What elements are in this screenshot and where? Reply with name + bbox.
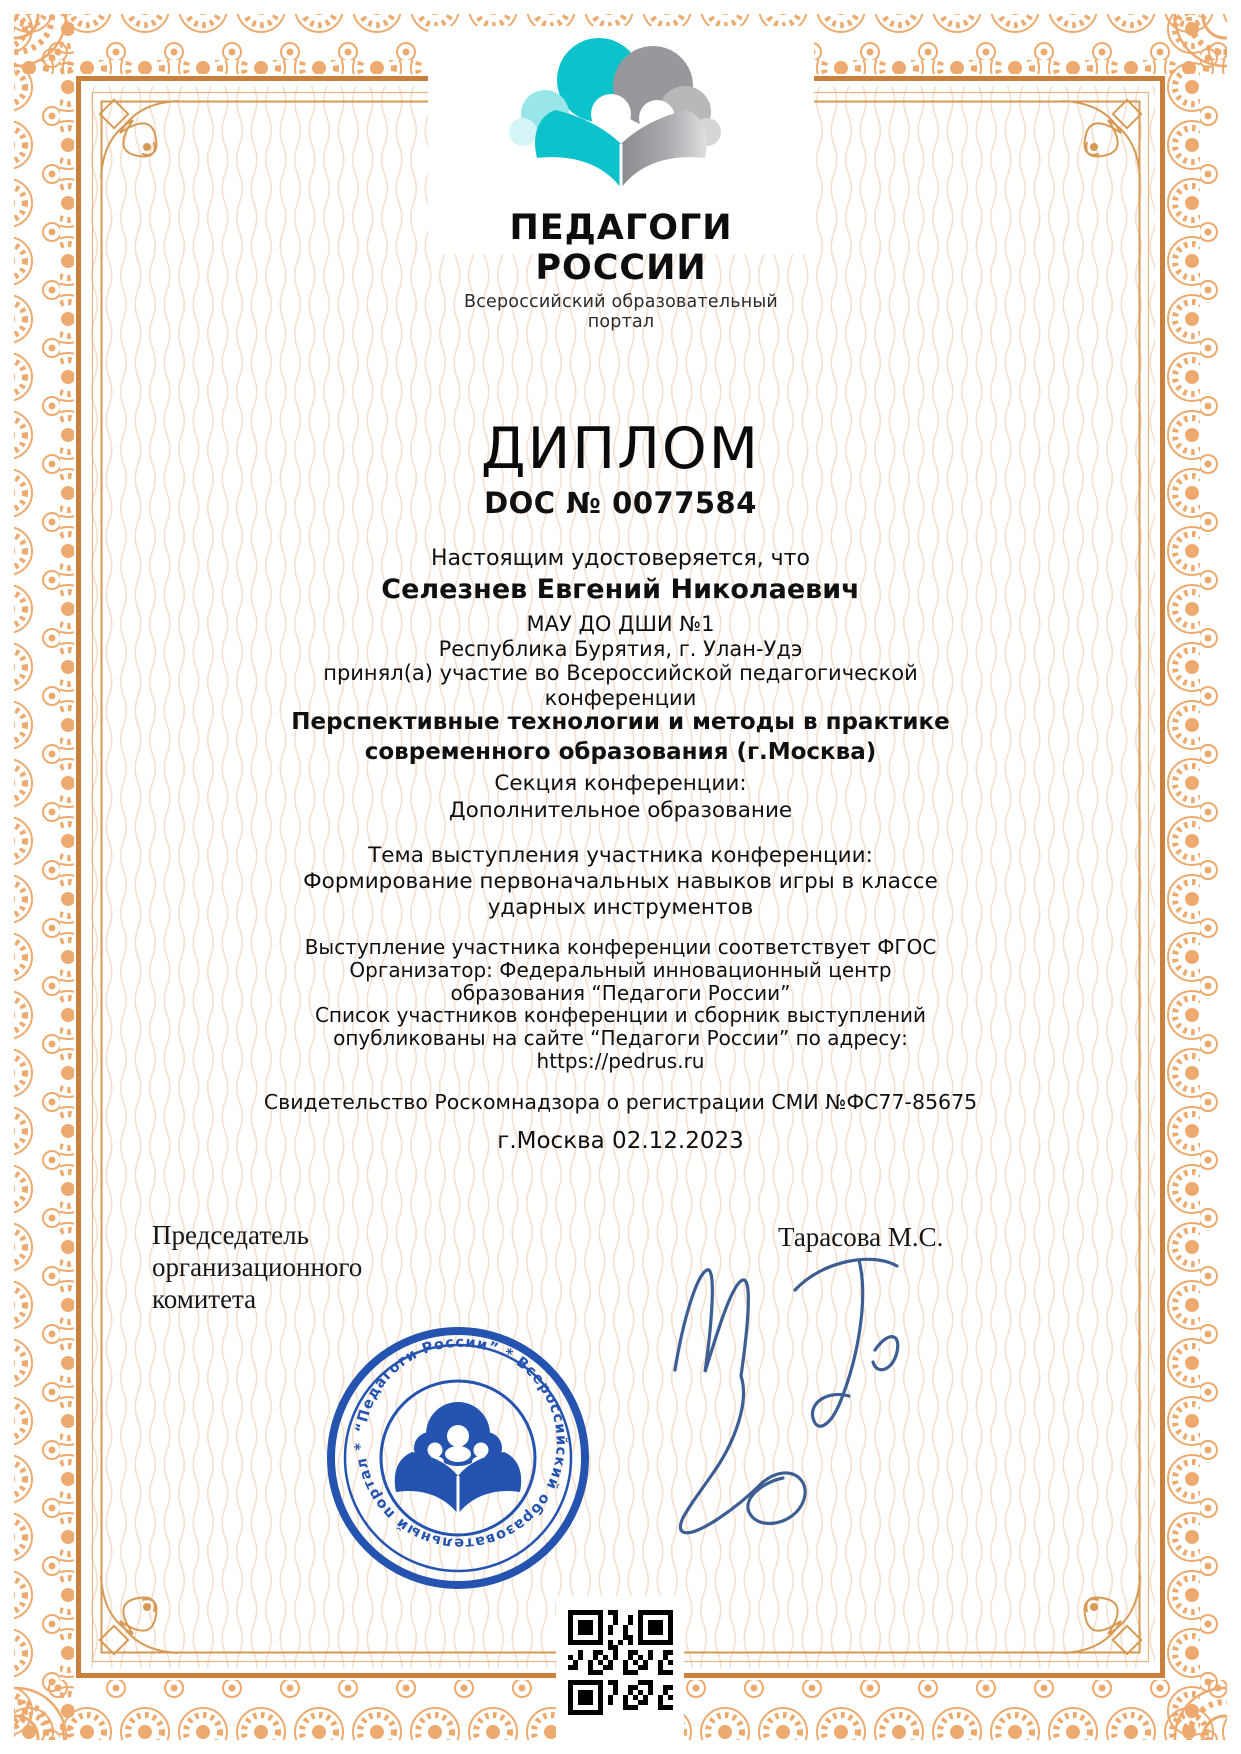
participant-region: Республика Бурятия, г. Улан-Удэ xyxy=(438,637,803,661)
organization-stamp xyxy=(318,1318,598,1598)
topic-label: Тема выступления участника конференции: xyxy=(368,843,873,868)
portal-logo-icon xyxy=(471,28,771,198)
doc-number: DOC № 0077584 xyxy=(484,486,757,520)
certify-line: Настоящим удостоверяется, что xyxy=(431,546,810,571)
signer-signature xyxy=(645,1230,925,1540)
info-block xyxy=(291,936,951,1073)
publication-line: Список участников конференции и сборник выступлений опубликованы на сайте “Педагоги России” по адресу: xyxy=(314,1003,927,1051)
participant-organization: МАУ ДО ДШИ №1 xyxy=(526,612,715,636)
topic-block xyxy=(271,843,971,922)
section-value: Дополнительное образование xyxy=(448,798,793,824)
stamp-logo-icon xyxy=(395,1402,521,1514)
diploma-title: ДИПЛОМ xyxy=(481,416,760,482)
portal-logo xyxy=(430,28,812,332)
section-block xyxy=(0,770,1241,824)
portal-logo-subtitle: Всероссийский образовательный портал xyxy=(464,292,778,332)
conference-title: Перспективные технологии и методы в практике современного образования (г.Москва) xyxy=(291,709,950,766)
topic-value: Формирование первоначальных навыков игры в классе ударных инструментов xyxy=(303,869,938,921)
place-date-line: г.Москва 02.12.2023 xyxy=(497,1128,744,1154)
stamp-ring-text: “Педагоги России” * Всероссийский образовательный портал * xyxy=(352,1334,569,1551)
signer-name: Тарасова М.С. xyxy=(778,1222,944,1252)
portal-logo-title: ПЕДАГОГИ РОССИИ xyxy=(509,208,733,288)
media-registration-line: Свидетельство Роскомнадзора о регистрации СМИ №ФС77-85675 xyxy=(263,1090,978,1114)
fgos-line: Выступление участника конференции соответствует ФГОС xyxy=(304,935,937,959)
participant-name: Селезнев Евгений Николаевич xyxy=(381,574,860,605)
site-url: https://pedrus.ru xyxy=(536,1048,705,1073)
section-label: Секция конференции: xyxy=(494,771,747,796)
participation-line: принял(а) участие во Всероссийской педагогической конференции xyxy=(323,661,918,710)
chairman-title: Председатель организационного комитета xyxy=(152,1220,363,1314)
organizer-line: Организатор: Федеральный инновационный центр образования “Педагоги России” xyxy=(349,957,892,1005)
qr-code xyxy=(568,1610,673,1715)
